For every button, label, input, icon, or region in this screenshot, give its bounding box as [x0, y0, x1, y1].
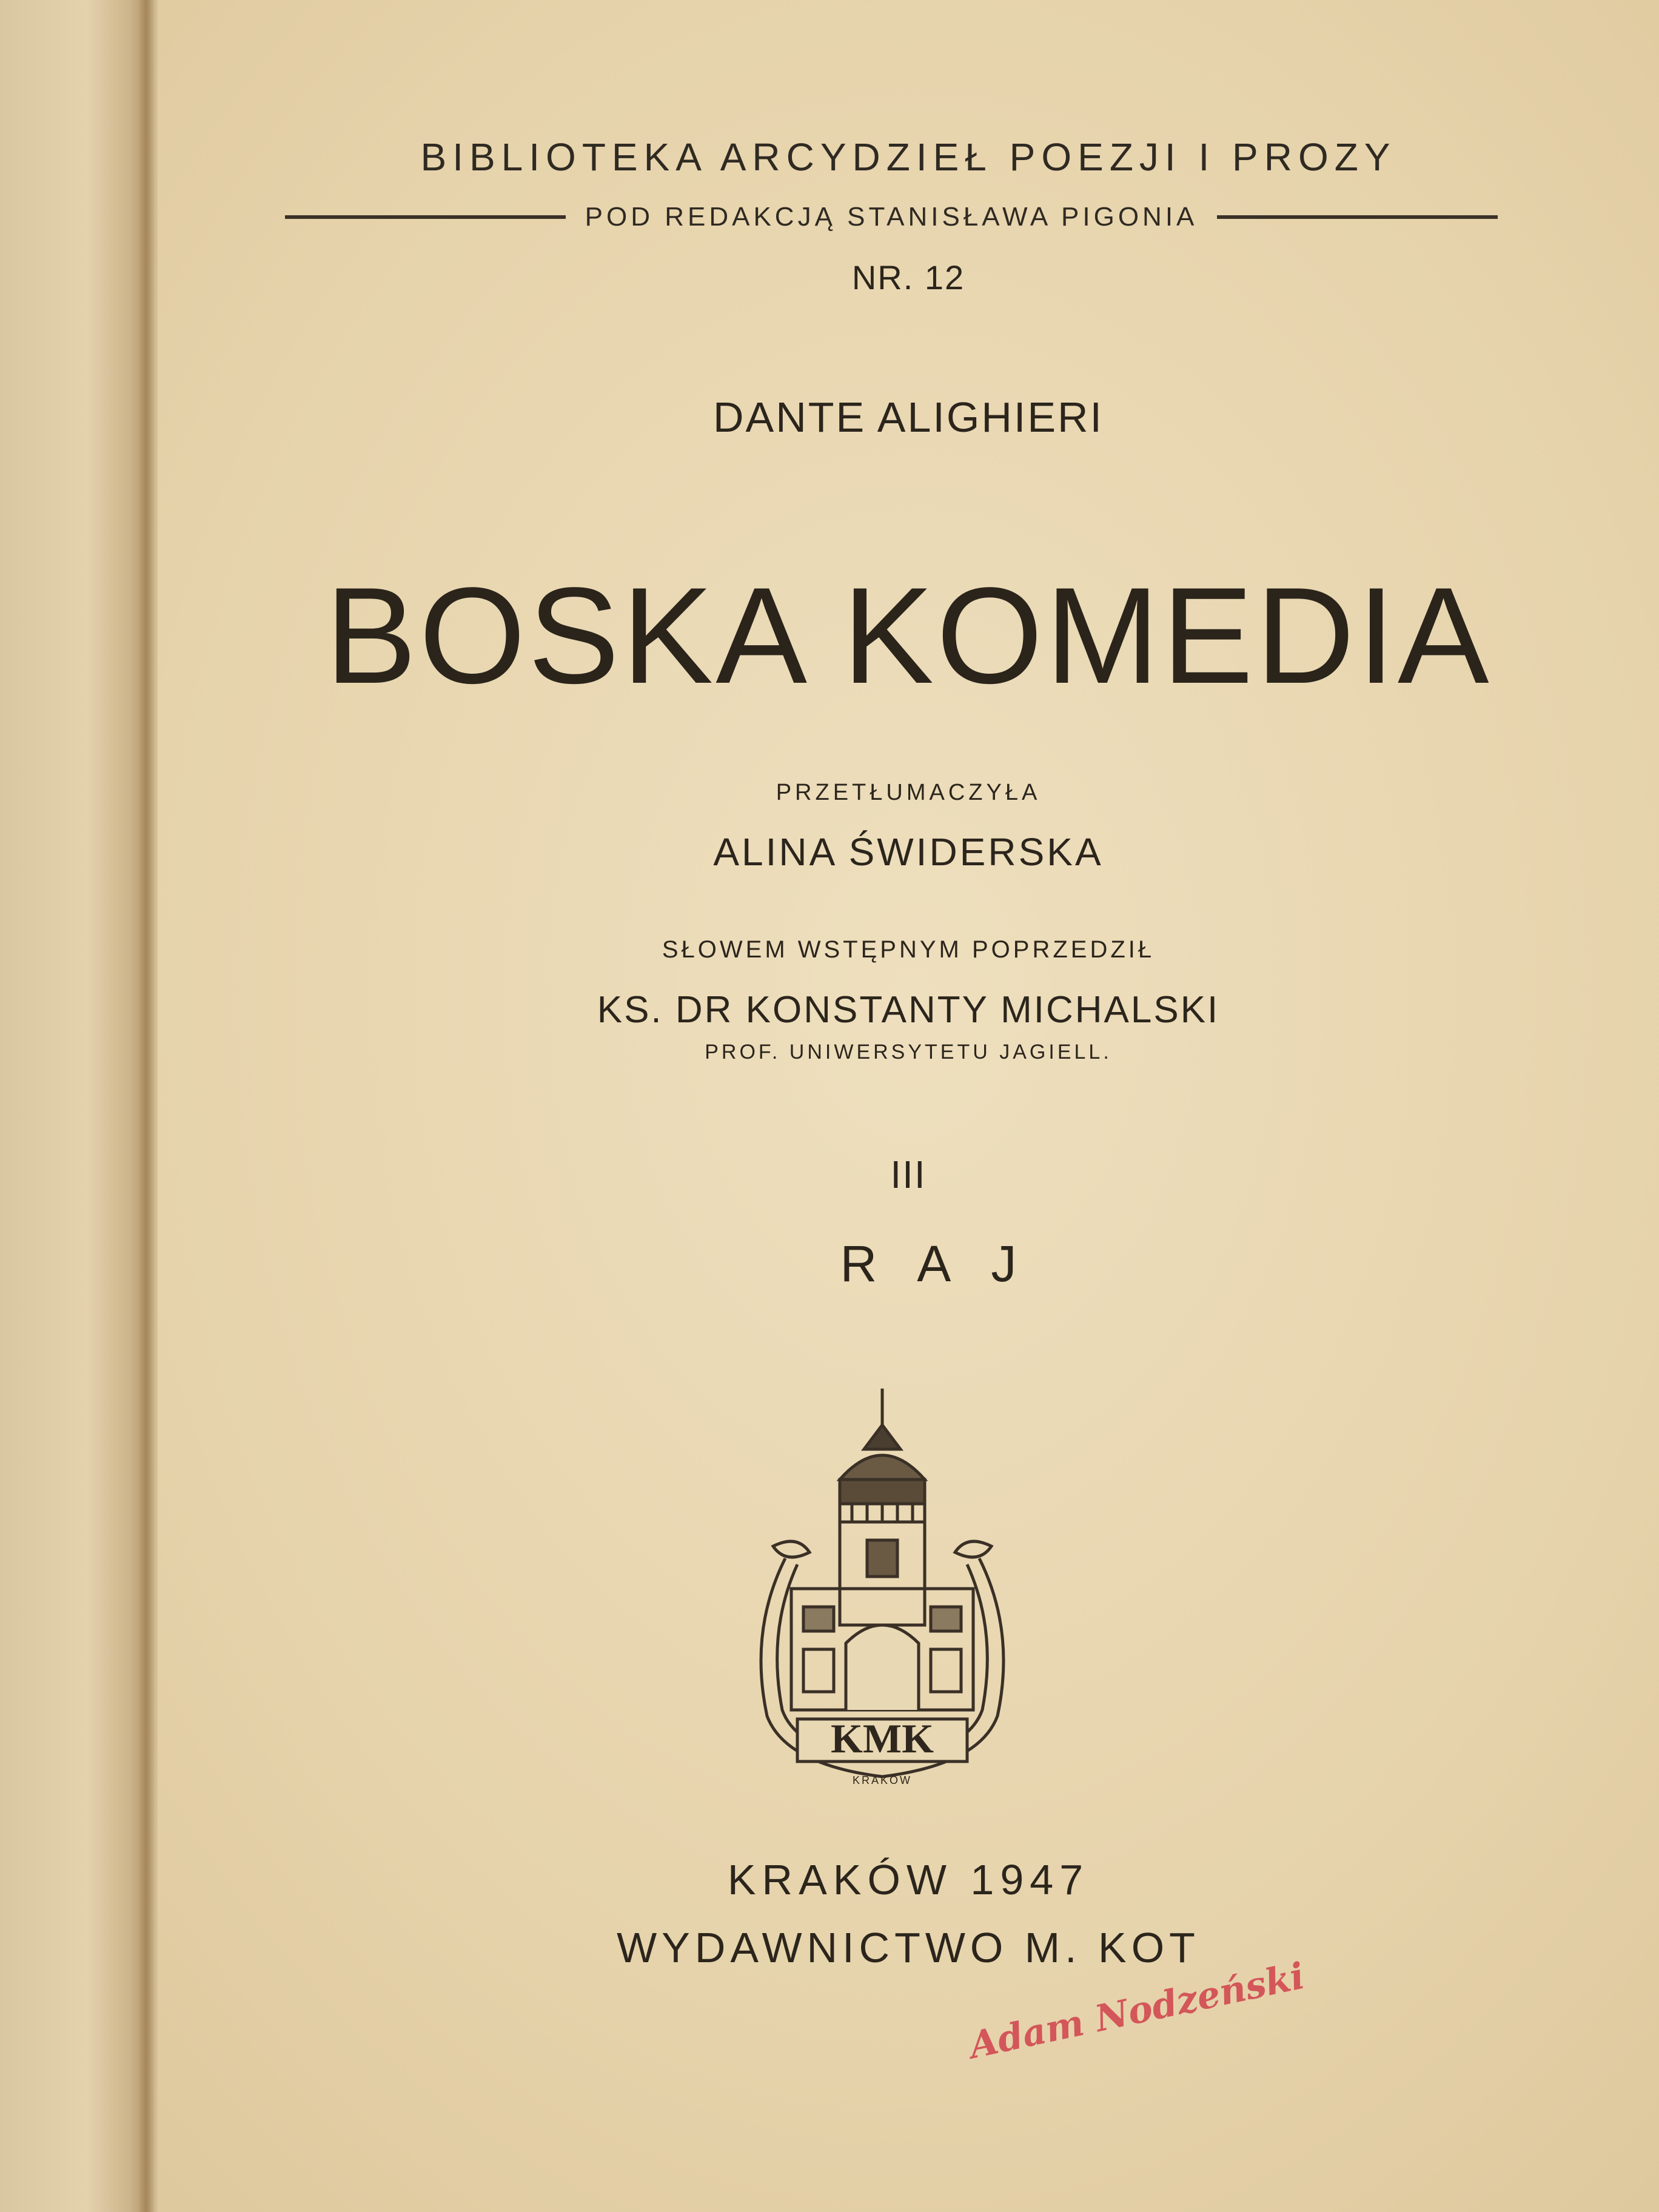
book-title: BOSKA KOMEDIA	[325, 558, 1492, 712]
owner-signature-stamp: Adam Nodzeński	[965, 1954, 1309, 2068]
page-gutter	[0, 0, 158, 2212]
series-title: BIBLIOTEKA ARCYDZIEŁ POEZJI I PROZY	[420, 135, 1396, 179]
publisher-tower-emblem-icon	[749, 1389, 1016, 1789]
preface-author: KS. DR KONSTANTY MICHALSKI	[597, 989, 1220, 1031]
author-name: DANTE ALIGHIERI	[712, 394, 1104, 441]
volume-name: RAJ	[840, 1235, 1057, 1292]
emblem-monogram: KMK	[831, 1715, 934, 1761]
volume-number: III	[890, 1153, 927, 1196]
translator-name: ALINA ŚWIDERSKA	[713, 830, 1104, 874]
right-rule	[1217, 215, 1498, 219]
series-editor-row	[285, 199, 1498, 235]
imprint-place-year: KRAKÓW 1947	[727, 1856, 1090, 1903]
page-fold-shadow	[138, 0, 155, 2212]
imprint-publisher: WYDAWNICTWO M. KOT	[617, 1924, 1200, 1971]
translation-label: PRZETŁUMACZYŁA	[776, 780, 1041, 805]
preface-author-title: PROF. UNIWERSYTETU JAGIELL.	[705, 1041, 1112, 1064]
left-rule	[285, 215, 566, 219]
emblem-city: KRAKÓW	[852, 1774, 913, 1786]
series-number: NR. 12	[851, 258, 965, 297]
series-editor: POD REDAKCJĄ STANISŁAWA PIGONIA	[585, 202, 1198, 232]
preface-label: SŁOWEM WSTĘPNYM POPRZEDZIŁ	[662, 936, 1155, 963]
